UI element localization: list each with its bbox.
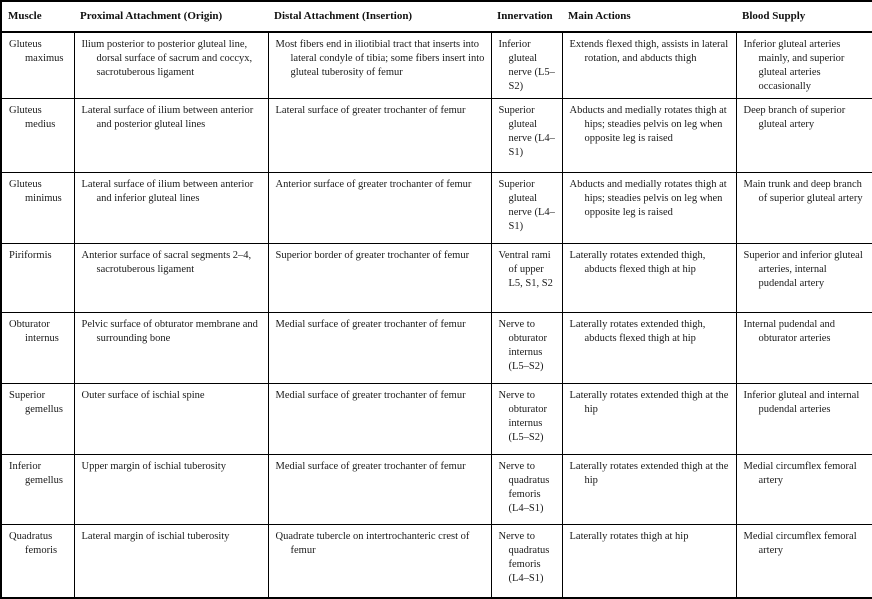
cell-proximal-attachment: Ilium posterior to posterior gluteal line, dorsal surface of sacrum and coccyx, sacrotuberous ligament bbox=[74, 32, 268, 98]
column-header-blood-supply: Blood Supply bbox=[736, 1, 872, 32]
cell-distal-attachment: Medial surface of greater trochanter of femur bbox=[268, 384, 491, 455]
cell-blood-supply: Medial circumflex femoral artery bbox=[736, 455, 872, 525]
cell-muscle: Quadratus femoris bbox=[1, 525, 74, 598]
cell-main-actions: Laterally rotates thigh at hip bbox=[562, 525, 736, 598]
cell-proximal-attachment: Lateral surface of ilium between anterior and posterior gluteal lines bbox=[74, 98, 268, 172]
header-row bbox=[1, 1, 872, 32]
column-header-distal-attachment: Distal Attachment (Insertion) bbox=[268, 1, 491, 32]
cell-distal-attachment: Anterior surface of greater trochanter of femur bbox=[268, 172, 491, 243]
cell-innervation: Superior gluteal nerve (L4–S1) bbox=[491, 172, 562, 243]
cell-muscle: Inferior gemellus bbox=[1, 455, 74, 525]
table-row-gluteus-medius bbox=[1, 98, 872, 172]
cell-blood-supply: Internal pudendal and obturator arteries bbox=[736, 312, 872, 383]
cell-main-actions: Laterally rotates extended thigh at the hip bbox=[562, 455, 736, 525]
cell-proximal-attachment: Anterior surface of sacral segments 2–4, sacrotuberous ligament bbox=[74, 243, 268, 312]
column-header-main-actions: Main Actions bbox=[562, 1, 736, 32]
table-row-inferior-gemellus bbox=[1, 455, 872, 525]
column-header-muscle: Muscle bbox=[1, 1, 74, 32]
cell-innervation: Nerve to obturator internus (L5–S2) bbox=[491, 312, 562, 383]
cell-distal-attachment: Quadrate tubercle on intertrochanteric crest of femur bbox=[268, 525, 491, 598]
cell-innervation: Nerve to quadratus femoris (L4–S1) bbox=[491, 455, 562, 525]
cell-distal-attachment: Lateral surface of greater trochanter of femur bbox=[268, 98, 491, 172]
cell-muscle: Piriformis bbox=[1, 243, 74, 312]
cell-main-actions: Laterally rotates extended thigh at the hip bbox=[562, 384, 736, 455]
cell-distal-attachment: Superior border of greater trochanter of femur bbox=[268, 243, 491, 312]
cell-distal-attachment: Medial surface of greater trochanter of femur bbox=[268, 312, 491, 383]
table-row-piriformis bbox=[1, 243, 872, 312]
cell-blood-supply: Inferior gluteal arteries mainly, and superior gluteal arteries occasionally bbox=[736, 32, 872, 98]
cell-innervation: Nerve to obturator internus (L5–S2) bbox=[491, 384, 562, 455]
cell-proximal-attachment: Upper margin of ischial tuberosity bbox=[74, 455, 268, 525]
cell-distal-attachment: Medial surface of greater trochanter of femur bbox=[268, 455, 491, 525]
cell-innervation: Ventral rami of upper L5, S1, S2 bbox=[491, 243, 562, 312]
cell-main-actions: Extends flexed thigh, assists in lateral rotation, and abducts thigh bbox=[562, 32, 736, 98]
cell-blood-supply: Main trunk and deep branch of superior gluteal artery bbox=[736, 172, 872, 243]
cell-distal-attachment: Most fibers end in iliotibial tract that inserts into lateral condyle of tibia; some fibers insert into gluteal tuberosity of femur bbox=[268, 32, 491, 98]
cell-blood-supply: Deep branch of superior gluteal artery bbox=[736, 98, 872, 172]
cell-muscle: Gluteus medius bbox=[1, 98, 74, 172]
table-row-gluteus-minimus bbox=[1, 172, 872, 243]
column-header-proximal-attachment: Proximal Attachment (Origin) bbox=[74, 1, 268, 32]
table-row-gluteus-maximus bbox=[1, 32, 872, 98]
cell-innervation: Superior gluteal nerve (L4–S1) bbox=[491, 98, 562, 172]
cell-main-actions: Laterally rotates extended thigh, abducts flexed thigh at hip bbox=[562, 312, 736, 383]
table-row-quadratus-femoris bbox=[1, 525, 872, 598]
cell-main-actions: Laterally rotates extended thigh, abducts flexed thigh at hip bbox=[562, 243, 736, 312]
cell-innervation: Nerve to quadratus femoris (L4–S1) bbox=[491, 525, 562, 598]
cell-innervation: Inferior gluteal nerve (L5–S2) bbox=[491, 32, 562, 98]
column-header-innervation: Innervation bbox=[491, 1, 562, 32]
cell-main-actions: Abducts and medially rotates thigh at hips; steadies pelvis on leg when opposite leg is raised bbox=[562, 98, 736, 172]
table-row-superior-gemellus bbox=[1, 384, 872, 455]
cell-muscle: Gluteus minimus bbox=[1, 172, 74, 243]
cell-proximal-attachment: Lateral surface of ilium between anterior and inferior gluteal lines bbox=[74, 172, 268, 243]
cell-blood-supply: Inferior gluteal and internal pudendal arteries bbox=[736, 384, 872, 455]
table-row-obturator-internus bbox=[1, 312, 872, 383]
cell-proximal-attachment: Pelvic surface of obturator membrane and surrounding bone bbox=[74, 312, 268, 383]
cell-muscle: Gluteus maximus bbox=[1, 32, 74, 98]
cell-muscle: Obturator internus bbox=[1, 312, 74, 383]
cell-blood-supply: Superior and inferior gluteal arteries, internal pudendal artery bbox=[736, 243, 872, 312]
cell-blood-supply: Medial circumflex femoral artery bbox=[736, 525, 872, 598]
cell-main-actions: Abducts and medially rotates thigh at hips; steadies pelvis on leg when opposite leg is raised bbox=[562, 172, 736, 243]
cell-muscle: Superior gemellus bbox=[1, 384, 74, 455]
cell-proximal-attachment: Outer surface of ischial spine bbox=[74, 384, 268, 455]
cell-proximal-attachment: Lateral margin of ischial tuberosity bbox=[74, 525, 268, 598]
